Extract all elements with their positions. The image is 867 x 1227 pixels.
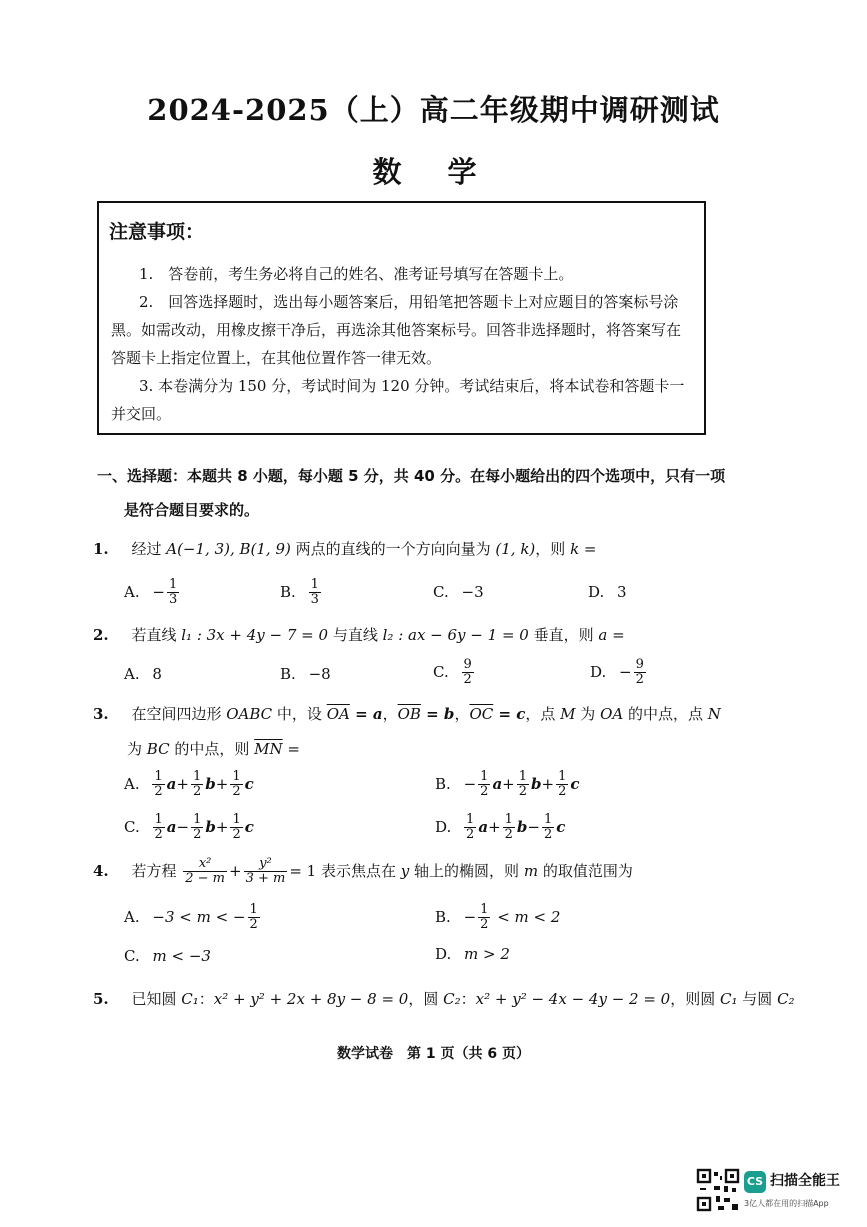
q-math: c: [570, 774, 580, 793]
option-c: [433, 658, 476, 688]
q-text: ：: [198, 990, 214, 1008]
op: +: [229, 861, 242, 880]
fraction: [503, 813, 515, 843]
vector-oc: $\overline{OC}$: [469, 705, 494, 723]
option-label: D.: [435, 945, 452, 963]
q-math: =: [282, 740, 300, 758]
op: +: [215, 774, 229, 793]
q-text: 若直线: [131, 626, 182, 644]
q-text: ，点: [525, 705, 561, 723]
q-math: a =: [598, 626, 625, 644]
op: −: [463, 774, 477, 793]
fraction: [191, 770, 203, 800]
q-text: 在空间四边形: [131, 705, 227, 723]
notice-line: 2. 回答选择题时，选出每小题答案后，用铅笔把答题卡上对应题目的答案标号涂: [139, 293, 679, 311]
q-math: N: [707, 705, 721, 723]
frac-num: 1: [480, 769, 489, 784]
q-math: m: [523, 861, 539, 880]
q-math: l₁ : 3x + 4y − 7 = 0: [181, 626, 329, 644]
q-math: C₁: [181, 990, 199, 1008]
q-text: ，则: [535, 540, 571, 558]
fraction: [153, 813, 165, 843]
q-math: = b: [420, 705, 455, 723]
q-text: 垂直，则: [528, 626, 599, 644]
fraction: [248, 903, 260, 933]
question-2: [93, 624, 625, 645]
q-math: BC: [146, 740, 170, 758]
question-number: 5.: [93, 990, 109, 1008]
option-label: D.: [590, 662, 607, 681]
qr-code-icon: [696, 1168, 740, 1212]
q-math: M: [560, 705, 576, 723]
frac-num: 9: [635, 657, 644, 672]
scanner-tagline: 3亿人都在用的扫描App: [744, 1199, 829, 1208]
fraction: [152, 770, 164, 800]
q-text: 为: [127, 740, 147, 758]
fraction: [517, 770, 529, 800]
question-3: [93, 703, 721, 724]
frac-den: 2 − m: [185, 871, 225, 887]
notice-line: 3. 本卷满分为 150 分，考试时间为 120 分钟。考试结束后，将本试卷和答题卡一: [139, 377, 685, 395]
q-math: a: [492, 774, 503, 793]
option-value: 3: [617, 583, 627, 601]
option-sign: −: [619, 662, 632, 681]
q-text: ，圆: [408, 990, 444, 1008]
option-label: A.: [124, 774, 140, 793]
fraction: [230, 813, 242, 843]
op: +: [176, 774, 189, 793]
q-math: b: [205, 774, 216, 793]
question-3-cont: [127, 738, 300, 759]
frac-den: 2: [504, 827, 513, 843]
frac-den: 2: [463, 672, 472, 688]
frac-den: 2: [480, 917, 489, 933]
section-heading: 一、选择题：本题共 8 小题，每小题 5 分，共 40 分。在每小题给出的四个选项中，只有一项: [97, 467, 726, 485]
q-text: ，: [454, 705, 470, 723]
q-math: b: [516, 817, 528, 836]
option-d: [588, 583, 627, 601]
q-math: (1, k): [495, 540, 536, 558]
frac-num: 1: [192, 769, 202, 784]
fraction: [634, 658, 646, 688]
q-text: ，则圆: [670, 990, 721, 1008]
vector-oa: $\overline{OA}$: [326, 705, 350, 723]
fraction: [230, 770, 242, 800]
question-number: 4.: [93, 861, 109, 880]
question-5: [93, 988, 795, 1009]
option-label: C.: [433, 662, 449, 681]
q-text: 轴上的椭圆，则: [409, 861, 524, 880]
option-b: [435, 903, 560, 933]
option-a: [124, 665, 162, 683]
frac-num: 1: [154, 769, 163, 784]
fraction: [556, 770, 568, 800]
frac-num: x²: [183, 857, 227, 872]
option-b: [280, 578, 323, 608]
frac-num: 1: [480, 902, 489, 917]
option-sign: −: [152, 582, 165, 601]
q-math: = 1: [289, 861, 317, 880]
scanner-app-name: 扫描全能王: [770, 1173, 840, 1189]
q-math: = c: [493, 705, 526, 723]
option-c: [124, 813, 254, 843]
frac-num: 1: [466, 812, 475, 827]
camscanner-logo-icon: CS: [744, 1171, 766, 1193]
option-value: 8: [152, 665, 162, 683]
q-text: 表示焦点在: [316, 861, 401, 880]
op: +: [541, 774, 555, 793]
question-4: [93, 857, 633, 887]
option-d: [435, 945, 510, 963]
option-label: A.: [124, 665, 140, 683]
option-value: < m < 2: [492, 907, 561, 926]
fraction: [464, 813, 476, 843]
fraction: [478, 770, 490, 800]
q-math: C₂: [443, 990, 461, 1008]
q-math: a: [478, 817, 489, 836]
q-math: a: [166, 817, 177, 836]
frac-den: 2: [154, 827, 163, 843]
option-value: −3: [461, 583, 484, 601]
q-math: y: [400, 861, 410, 880]
q-math: OABC: [226, 705, 273, 723]
q-math: C₂: [777, 990, 795, 1008]
frac-den: 2: [480, 784, 489, 800]
frac-num: 1: [558, 769, 567, 784]
q-text: 已知圆: [131, 990, 182, 1008]
option-b: [435, 770, 580, 800]
option-a: [124, 770, 254, 800]
q-math: b: [205, 817, 216, 836]
frac-num: 1: [232, 812, 241, 827]
frac-den: 2: [518, 784, 528, 800]
frac-num: 1: [518, 769, 528, 784]
option-label: A.: [124, 907, 140, 926]
frac-den: 2: [232, 784, 241, 800]
q-text: ，: [382, 705, 398, 723]
frac-den: 2: [558, 784, 567, 800]
q-math: A(−1, 3), B(1, 9): [166, 540, 291, 558]
option-label: D.: [435, 817, 452, 836]
option-value: −8: [308, 665, 331, 683]
option-a: [124, 903, 262, 933]
q-text: 为: [575, 705, 601, 723]
frac-num: 1: [249, 902, 258, 917]
frac-den: 3: [168, 592, 178, 608]
q-math: = a: [349, 705, 383, 723]
option-d: [435, 813, 565, 843]
notice-title: 注意事项：: [109, 221, 205, 243]
frac-num: 1: [504, 812, 513, 827]
frac-num: 1: [168, 577, 178, 592]
option-c: [433, 583, 484, 601]
op: +: [502, 774, 515, 793]
q-math: x² + y² + 2x + 8y − 8 = 0: [213, 990, 409, 1008]
frac-num: 1: [310, 577, 319, 592]
frac-den: 3: [310, 592, 319, 608]
option-label: D.: [588, 583, 605, 601]
frac-num: y²: [244, 857, 288, 872]
vector-mn: $\overline{MN}$: [254, 740, 283, 758]
op: −: [176, 817, 190, 836]
q-math: OA: [600, 705, 624, 723]
option-c: [124, 947, 211, 965]
q-math: k =: [570, 540, 597, 558]
q-text: 的中点，点: [623, 705, 708, 723]
frac-num: 1: [154, 812, 163, 827]
question-number: 2.: [93, 626, 109, 644]
frac-den: 2: [544, 827, 553, 843]
frac-den: 2: [466, 827, 475, 843]
notice-line: 1. 答卷前，考生务必将自己的姓名、准考证号填写在答题卡上。: [139, 265, 574, 283]
vector-ob: $\overline{OB}$: [397, 705, 421, 723]
frac-den: 2: [154, 784, 163, 800]
option-label: C.: [433, 583, 449, 601]
question-1: [93, 538, 597, 559]
option-label: C.: [124, 817, 140, 836]
notice-line: 答题卡上指定位置上，在其他位置作答一律无效。: [111, 349, 442, 367]
fraction: [244, 857, 288, 887]
option-value: −3 < m < −: [152, 907, 246, 926]
option-d: [590, 658, 648, 688]
question-number: 1.: [93, 540, 109, 558]
frac-num: 1: [544, 812, 553, 827]
op: +: [488, 817, 501, 836]
q-text: ：: [460, 990, 476, 1008]
frac-den: 2: [232, 827, 241, 843]
option-label: A.: [124, 582, 140, 601]
q-math: c: [556, 817, 566, 836]
option-label: B.: [435, 774, 451, 793]
q-text: 的取值范围为: [538, 861, 633, 880]
q-math: b: [531, 774, 542, 793]
fraction: [478, 903, 490, 933]
q-math: l₂ : ax − 6y − 1 = 0: [382, 626, 529, 644]
q-math: c: [244, 817, 254, 836]
q-text: 两点的直线的一个方向向量为: [290, 540, 496, 558]
q-math: C₁: [720, 990, 738, 1008]
frac-den: 2: [635, 672, 644, 688]
q-math: x² + y² − 4x − 4y − 2 = 0: [475, 990, 671, 1008]
option-sign: −: [463, 907, 477, 926]
subject-title: 数 学: [372, 155, 495, 189]
q-math: c: [244, 774, 254, 793]
option-a: [124, 578, 181, 608]
frac-den: 2: [193, 827, 202, 843]
frac-num: 1: [232, 769, 241, 784]
fraction: [167, 578, 179, 608]
q-text: 若方程: [131, 861, 182, 880]
fraction: [462, 658, 474, 688]
section-heading-cont: 是符合题目要求的。: [124, 501, 260, 519]
op: +: [215, 817, 229, 836]
q-text: 中，设: [272, 705, 327, 723]
question-number: 3.: [93, 705, 109, 723]
q-math: a: [166, 774, 177, 793]
frac-num: 9: [463, 657, 472, 672]
fraction: [191, 813, 203, 843]
option-value: m < −3: [152, 947, 211, 965]
notice-line: 黑。如需改动，用橡皮擦干净后，再选涂其他答案标号。回答非选择题时，将答案写在: [111, 321, 682, 339]
frac-den: 2: [249, 917, 258, 933]
fraction: [309, 578, 321, 608]
q-text: 的中点，则: [169, 740, 255, 758]
frac-den: 2: [192, 784, 202, 800]
notice-line: 并交回。: [111, 405, 172, 423]
exam-title: 2024-2025（上）高二年级期中调研测试: [147, 93, 720, 127]
q-text: 与圆: [737, 990, 778, 1008]
q-text: 经过: [131, 540, 167, 558]
option-b: [280, 665, 331, 683]
option-value: m > 2: [464, 945, 510, 963]
option-label: C.: [124, 947, 140, 965]
option-label: B.: [280, 582, 296, 601]
option-label: B.: [435, 907, 451, 926]
fraction: [183, 857, 227, 887]
fraction: [542, 813, 554, 843]
q-text: 与直线: [328, 626, 383, 644]
page-footer: 数学试卷 第 1 页（共 6 页）: [337, 1046, 530, 1062]
frac-den: 3 + m: [245, 871, 286, 887]
notice-box: [97, 201, 706, 435]
option-label: B.: [280, 665, 296, 683]
frac-num: 1: [193, 812, 202, 827]
op: −: [527, 817, 540, 836]
